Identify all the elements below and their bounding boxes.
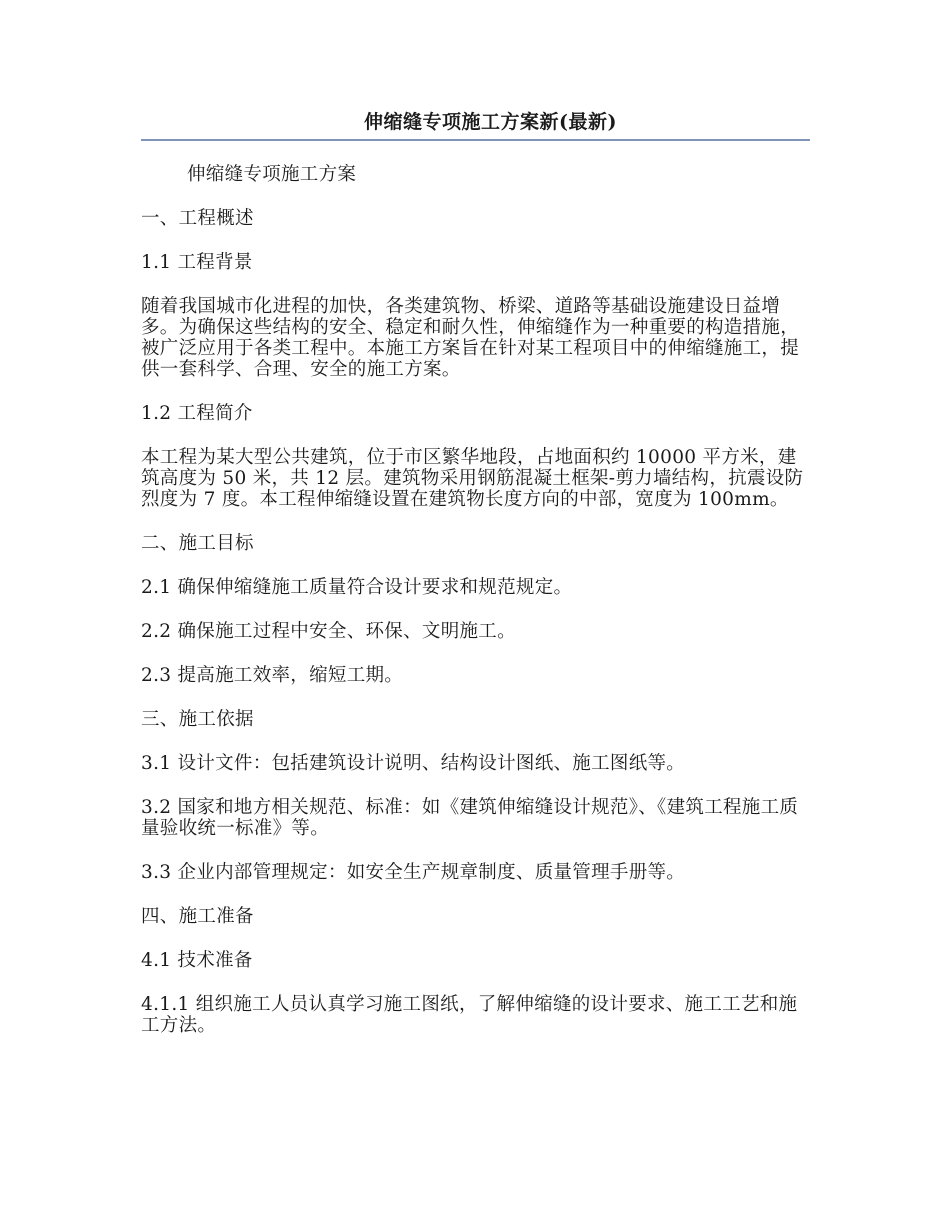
body-paragraph: 本工程为某大型公共建筑，位于市区繁华地段，占地面积约 10000 平方米，建筑高度为 50 米，共 12 层。建筑物采用钢筋混凝土框架-剪力墙结构，抗震设防烈度为 7 度。本工程伸缩缝设置在建筑物长度方向的中部，宽度为 100mm。: [141, 447, 804, 510]
list-item: 3.2 国家和地方相关规范、标准：如《建筑伸缩缝设计规范》、《建筑工程施工质量验收统一标准》等。: [141, 797, 799, 839]
section-heading: 四、施工准备: [141, 906, 254, 927]
section-heading: 一、工程概述: [141, 208, 254, 229]
subsection-heading: 1.2 工程简介: [141, 403, 253, 424]
section-heading: 三、施工依据: [141, 709, 254, 730]
list-item: 3.1 设计文件：包括建筑设计说明、结构设计图纸、施工图纸等。: [141, 753, 686, 774]
document-subtitle: 伸缩缝专项施工方案: [187, 164, 357, 185]
list-item: 3.3 企业内部管理规定：如安全生产规章制度、质量管理手册等。: [141, 862, 686, 883]
list-item: 2.3 提高施工效率，缩短工期。: [141, 665, 404, 686]
list-item: 2.1 确保伸缩缝施工质量符合设计要求和规范规定。: [141, 577, 573, 598]
list-item: 2.2 确保施工过程中安全、环保、文明施工。: [141, 621, 516, 642]
body-paragraph: 随着我国城市化进程的加快，各类建筑物、桥梁、道路等基础设施建设日益增多。为确保这些结构的安全、稳定和耐久性，伸缩缝作为一种重要的构造措施，被广泛应用于各类工程中。本施工方案旨在针对某工程项目中的伸缩缝施工，提供一套科学、合理、安全的施工方案。: [141, 296, 800, 380]
title-underline: [141, 139, 810, 141]
document-title: 伸缩缝专项施工方案新(最新): [364, 111, 617, 133]
subsection-heading: 1.1 工程背景: [141, 252, 253, 273]
section-heading: 二、施工目标: [141, 533, 254, 554]
document-page: [141, 108, 810, 1036]
subsection-heading: 4.1 技术准备: [141, 950, 253, 971]
list-item: 4.1.1 组织施工人员认真学习施工图纸，了解伸缩缝的设计要求、施工工艺和施工方法。: [141, 994, 798, 1036]
